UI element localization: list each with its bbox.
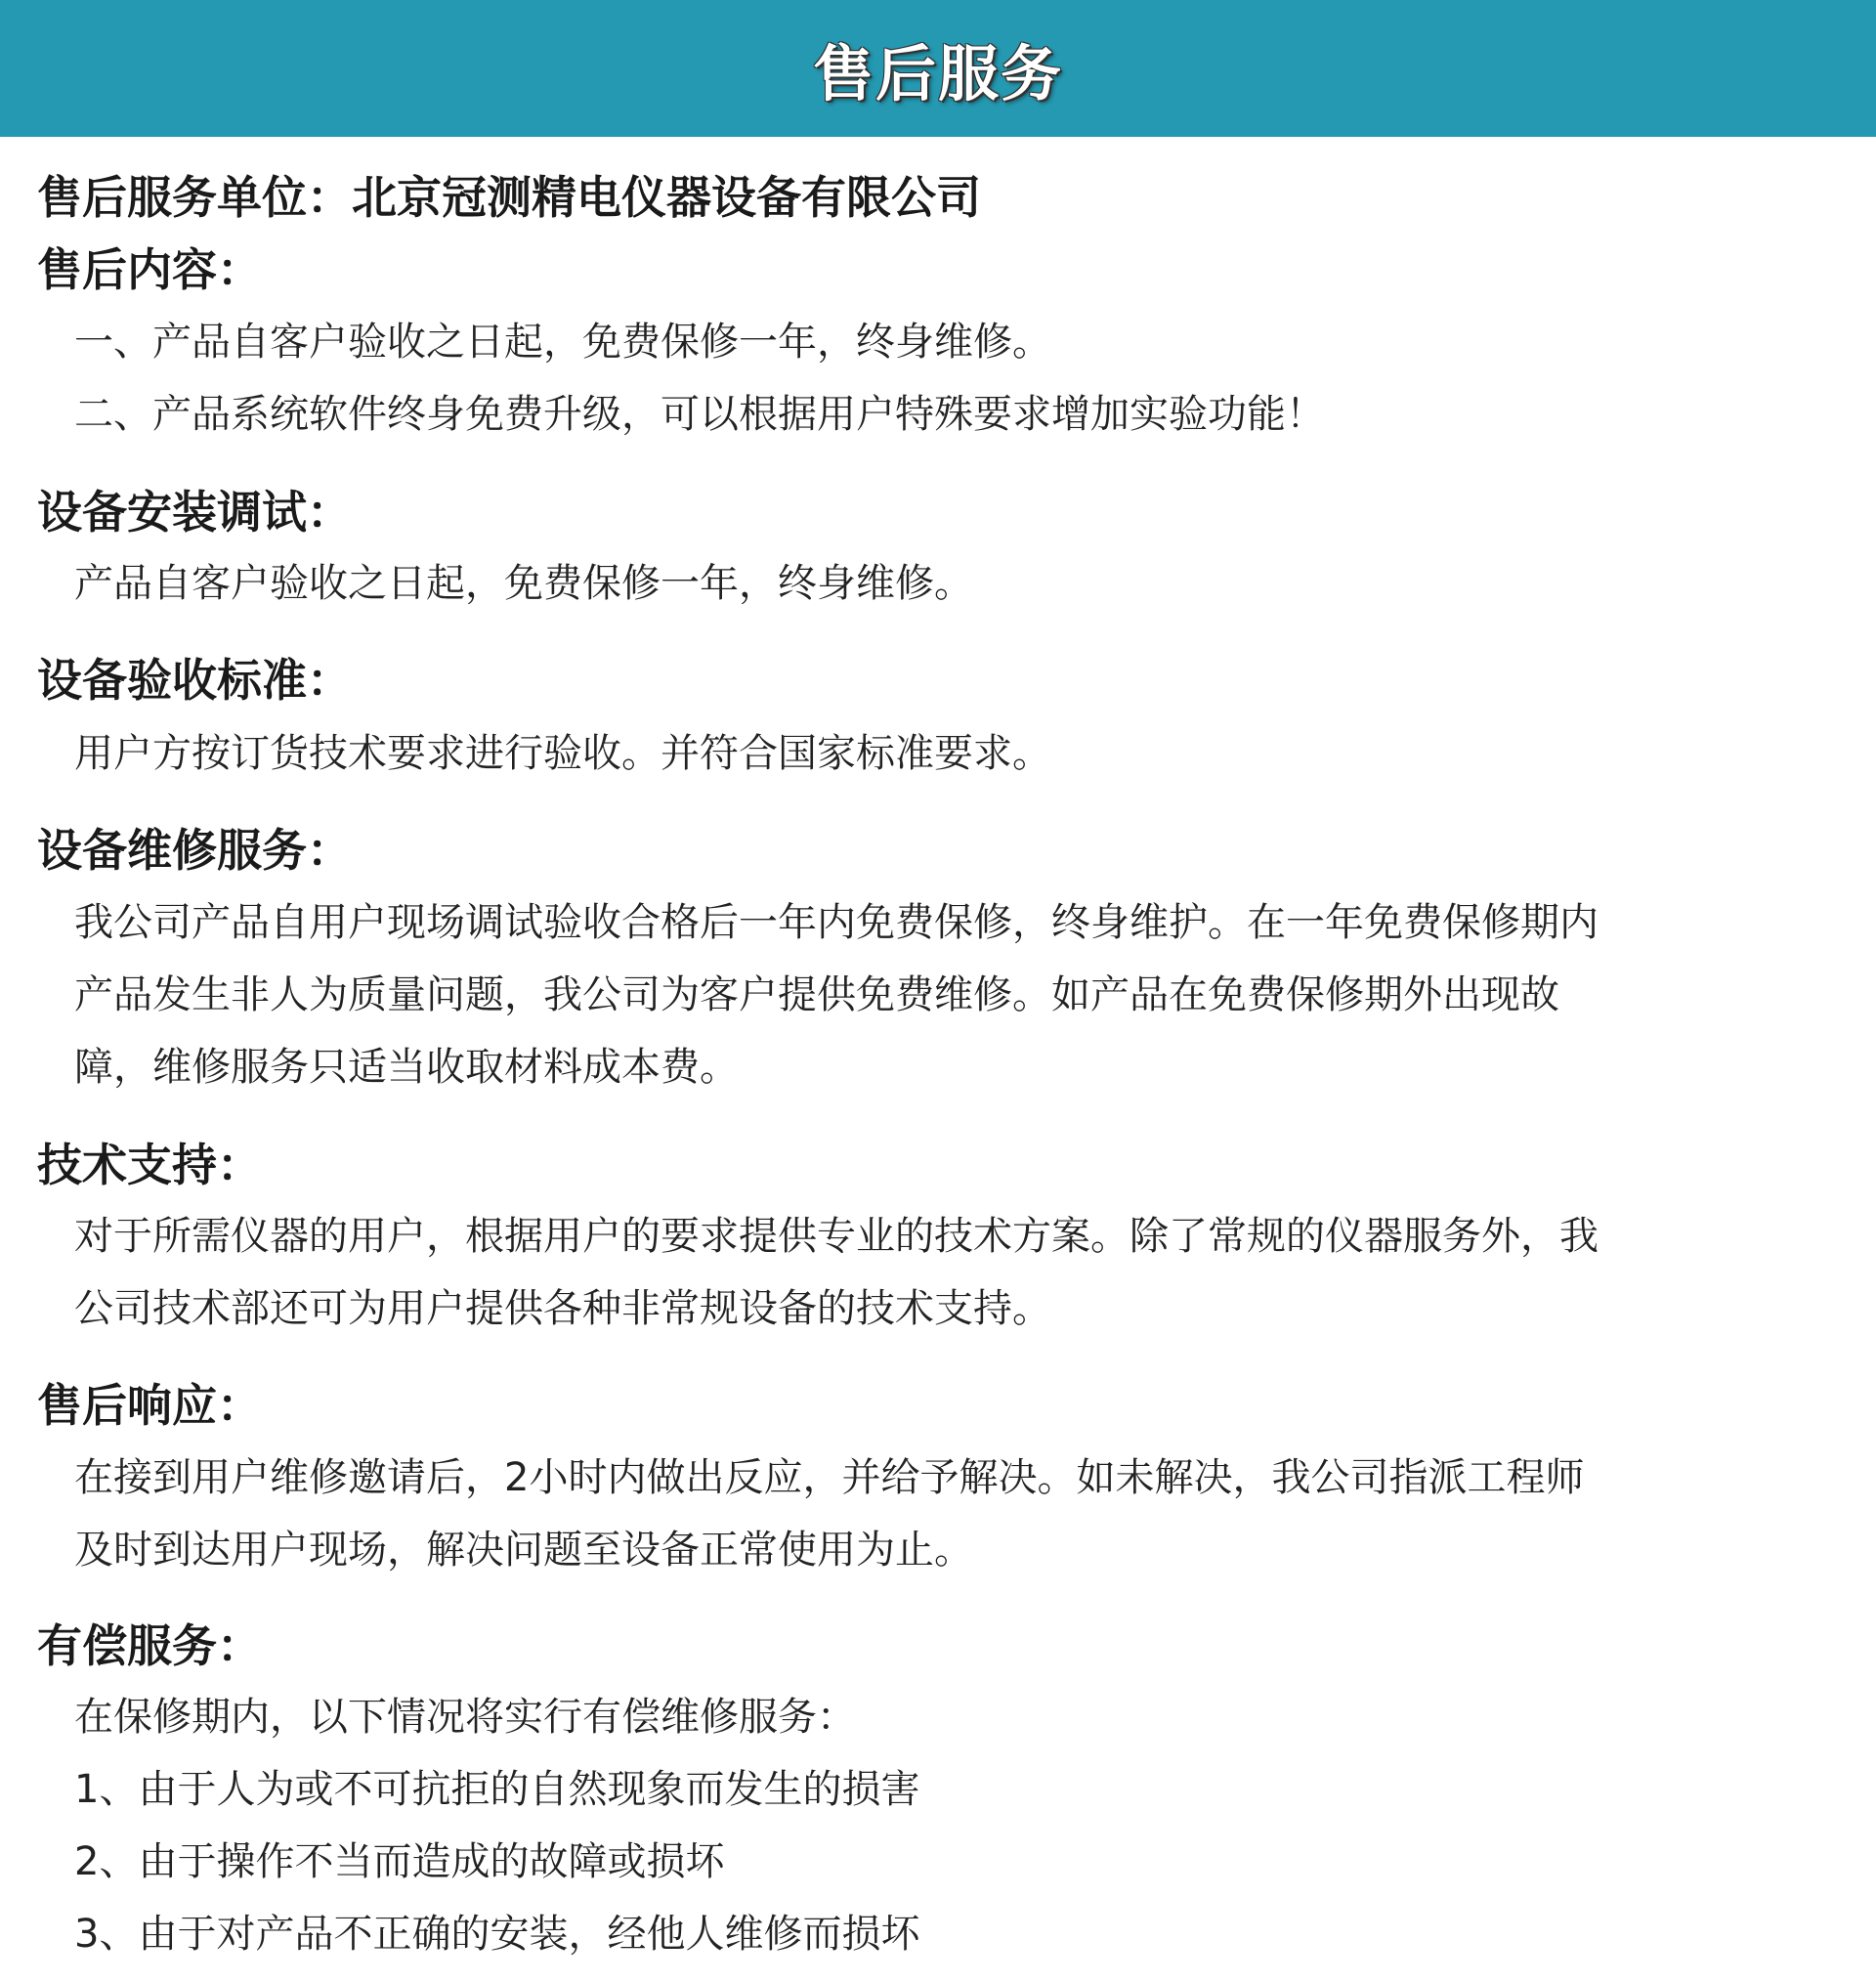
- page-title: 售后服务: [812, 37, 1063, 109]
- section-body-acceptance: [74, 717, 1813, 790]
- paragraph-line: 用户方按订货技术要求进行验收。并符合国家标准要求。: [74, 731, 1051, 776]
- paragraph-line: 对于所需仪器的用户，根据用户的要求提供专业的技术方案。除了常规的仪器服务外，我: [74, 1214, 1599, 1259]
- section-heading-paid-service: 有偿服务：: [37, 1619, 262, 1672]
- list-item: 3、由于对产品不正确的安装，经他人维修而损坏: [74, 1912, 920, 1957]
- paragraph-line: 在接到用户维修邀请后，2小时内做出反应，并给予解决。如未解决，我公司指派工程师: [74, 1455, 1585, 1500]
- section-heading-tech-support: 技术支持：: [37, 1139, 262, 1191]
- section-body-repair: [74, 886, 1813, 1103]
- paragraph-line: 二、产品系统软件终身免费升级，可以根据用户特殊要求增加实验功能！: [74, 392, 1325, 437]
- section-heading-response: 售后响应：: [37, 1379, 262, 1432]
- paragraph-line: 及时到达用户现场，解决问题至设备正常使用为止。: [74, 1528, 973, 1573]
- section-heading-repair: 设备维修服务：: [37, 824, 352, 877]
- section-body-tech-support: [74, 1200, 1813, 1345]
- section-body-after-sales-content: [74, 306, 1813, 451]
- section-heading-installation: 设备安装调试：: [37, 486, 352, 539]
- paragraph-line: 公司技术部还可为用户提供各种非常规设备的技术支持。: [74, 1286, 1051, 1331]
- paragraph-line: 产品自客户验收之日起，免费保修一年，终身维修。: [74, 561, 973, 606]
- section-body-response: [74, 1442, 1813, 1586]
- section-heading-acceptance: 设备验收标准：: [37, 654, 352, 707]
- section-body-installation: [74, 547, 1813, 620]
- company-label: 售后服务单位：北京冠测精电仪器设备有限公司: [37, 171, 981, 224]
- list-item: 2、由于操作不当而造成的故障或损坏: [74, 1839, 725, 1884]
- paragraph-line: 在保修期内，以下情况将实行有偿维修服务：: [74, 1695, 856, 1740]
- section-heading-after-sales-content: 售后内容：: [37, 243, 262, 296]
- paragraph-line: 障，维修服务只适当收取材料成本费。: [74, 1045, 739, 1090]
- paragraph-line: 一、产品自客户验收之日起，免费保修一年，终身维修。: [74, 320, 1051, 365]
- section-body-paid-service: [74, 1681, 1813, 1970]
- paragraph-line: 产品发生非人为质量问题，我公司为客户提供免费维修。如产品在免费保修期外出现故: [74, 972, 1559, 1017]
- list-item: 1、由于人为或不可抗拒的自然现象而发生的损害: [74, 1767, 920, 1812]
- header-banner: [0, 0, 1876, 137]
- paragraph-line: 我公司产品自用户现场调试验收合格后一年内免费保修，终身维护。在一年免费保修期内: [74, 900, 1599, 945]
